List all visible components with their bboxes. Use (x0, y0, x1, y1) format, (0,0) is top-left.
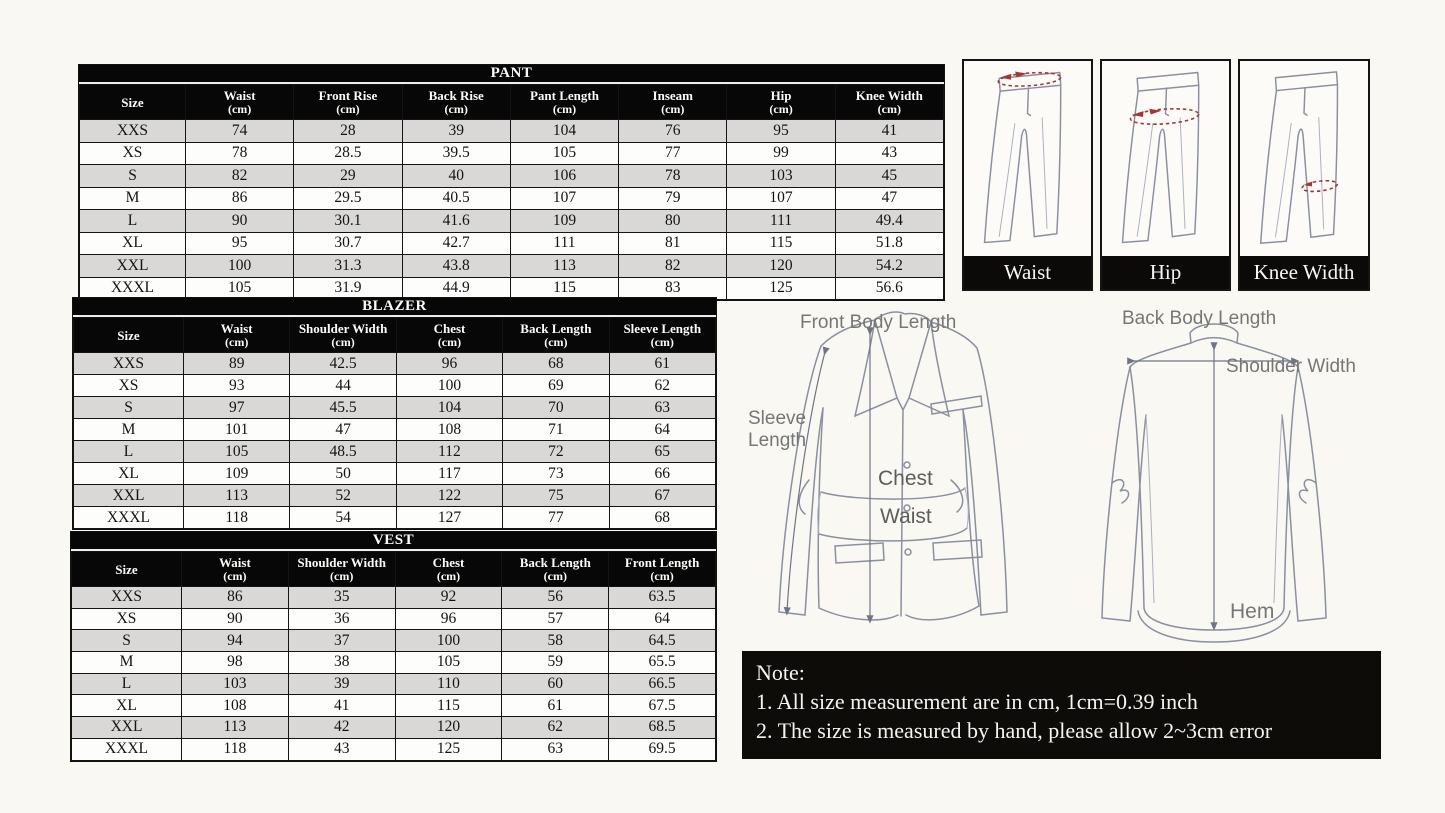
column-header-unit: (cm) (223, 569, 247, 583)
column-header-label: Hip (770, 88, 792, 103)
value-cell: 78 (186, 142, 294, 165)
size-cell: XXXL (80, 277, 186, 300)
value-cell: 31.9 (294, 277, 402, 300)
value-cell: 60 (502, 673, 609, 695)
header-row (80, 85, 944, 120)
value-cell: 100 (186, 255, 294, 278)
value-cell: 39 (402, 120, 510, 143)
value-cell: 105 (186, 277, 294, 300)
value-cell: 110 (395, 673, 502, 695)
value-cell: 125 (395, 738, 502, 760)
value-cell: 90 (186, 210, 294, 233)
value-cell: 63.5 (609, 587, 716, 609)
table-title: BLAZER (73, 298, 716, 317)
table-row (72, 652, 716, 674)
column-header-label: Chest (432, 555, 465, 570)
table-row (80, 255, 944, 278)
value-cell: 109 (510, 210, 618, 233)
value-cell: 29.5 (294, 187, 402, 210)
value-cell: 104 (510, 120, 618, 143)
hem-label: Hem (1230, 600, 1275, 623)
value-cell: 109 (184, 463, 290, 485)
table-row (80, 142, 944, 165)
table-row (80, 165, 944, 188)
column-header-unit: (cm) (336, 102, 360, 116)
value-cell: 113 (184, 485, 290, 507)
value-cell: 117 (396, 463, 502, 485)
value-cell: 100 (396, 375, 502, 397)
value-cell: 111 (510, 232, 618, 255)
table-row (80, 120, 944, 143)
value-cell: 99 (727, 142, 835, 165)
value-cell: 63 (502, 738, 609, 760)
size-cell: XL (74, 463, 184, 485)
table-row (72, 717, 716, 739)
value-cell: 80 (619, 210, 727, 233)
size-cell: XXXL (74, 507, 184, 529)
column-header-label: Size (115, 561, 138, 577)
value-cell: 95 (186, 232, 294, 255)
value-cell: 57 (502, 608, 609, 630)
column-header-label: Size (117, 327, 140, 343)
value-cell: 103 (182, 673, 289, 695)
value-cell: 47 (290, 419, 396, 441)
value-cell: 62 (502, 717, 609, 739)
size-cell: XXS (80, 120, 186, 143)
value-cell: 103 (727, 165, 835, 188)
value-cell: 67 (609, 485, 715, 507)
table-row (72, 630, 716, 652)
size-cell: XXS (72, 587, 182, 609)
value-cell: 115 (510, 277, 618, 300)
size-cell: XXXL (72, 738, 182, 760)
size-cell: S (74, 397, 184, 419)
value-cell: 66 (609, 463, 715, 485)
value-cell: 30.7 (294, 232, 402, 255)
value-cell: 79 (619, 187, 727, 210)
value-cell: 51.8 (835, 232, 943, 255)
value-cell: 115 (395, 695, 502, 717)
value-cell: 43.8 (402, 255, 510, 278)
value-cell: 108 (396, 419, 502, 441)
value-cell: 64 (609, 608, 716, 630)
value-cell: 42 (288, 717, 395, 739)
column-header-label: Shoulder Width (297, 555, 386, 570)
front-body-length-label: Front Body Length (800, 312, 957, 333)
table-row (74, 419, 716, 441)
column-header (288, 552, 395, 587)
column-header (182, 552, 289, 587)
column-header-label: Chest (433, 321, 466, 336)
value-cell: 41.6 (402, 210, 510, 233)
value-cell: 41 (288, 695, 395, 717)
table-row (72, 587, 716, 609)
value-cell: 43 (288, 738, 395, 760)
size-cell: XXL (80, 255, 186, 278)
value-cell: 100 (395, 630, 502, 652)
value-cell: 112 (396, 441, 502, 463)
blazer-size-table (72, 297, 717, 530)
table-row (74, 507, 716, 529)
size-cell: XXL (72, 717, 182, 739)
column-header-label: Waist (219, 555, 251, 570)
value-cell: 73 (503, 463, 609, 485)
value-cell: 45.5 (290, 397, 396, 419)
pant-knee-width-label: Knee Width (1240, 256, 1368, 289)
column-header (609, 318, 715, 353)
size-cell: L (72, 673, 182, 695)
value-cell: 96 (395, 608, 502, 630)
value-cell: 40.5 (402, 187, 510, 210)
column-header-label: Front Length (624, 555, 700, 570)
column-header (184, 318, 290, 353)
pant-size-table (78, 64, 945, 301)
waist-measurement-ellipse (998, 68, 1061, 87)
waist-label: Waist (880, 505, 932, 528)
note-box (742, 651, 1381, 759)
column-header-unit: (cm) (877, 102, 901, 116)
column-header-label: Pant Length (529, 88, 599, 103)
column-header (402, 85, 510, 120)
value-cell: 82 (186, 165, 294, 188)
size-cell: XL (80, 232, 186, 255)
column-header-unit: (cm) (225, 335, 249, 349)
value-cell: 52 (290, 485, 396, 507)
value-cell: 64 (609, 419, 715, 441)
column-header (510, 85, 618, 120)
table-row (80, 232, 944, 255)
value-cell: 90 (182, 608, 289, 630)
column-header-label: Back Length (519, 555, 591, 570)
value-cell: 75 (503, 485, 609, 507)
value-cell: 28 (294, 120, 402, 143)
value-cell: 111 (727, 210, 835, 233)
table-row (72, 695, 716, 717)
column-header (609, 552, 716, 587)
table-row (80, 187, 944, 210)
column-header (290, 318, 396, 353)
column-header-label: Back Length (520, 321, 592, 336)
value-cell: 66.5 (609, 673, 716, 695)
header-row (72, 552, 716, 587)
column-header-unit: (cm) (543, 569, 567, 583)
column-header (835, 85, 943, 120)
value-cell: 42.7 (402, 232, 510, 255)
table-title: PANT (79, 65, 944, 84)
column-header-unit: (cm) (436, 569, 461, 583)
pants-line-art-knee (1240, 61, 1368, 256)
value-cell: 97 (184, 397, 290, 419)
value-cell: 77 (619, 142, 727, 165)
note-line-1: 1. All size measurement are in cm, 1cm=0.39 inch (756, 689, 1198, 714)
size-cell: S (80, 165, 186, 188)
column-header-label: Knee Width (855, 88, 923, 103)
column-header (503, 318, 609, 353)
value-cell: 107 (510, 187, 618, 210)
chest-label: Chest (878, 467, 933, 490)
value-cell: 106 (510, 165, 618, 188)
value-cell: 107 (727, 187, 835, 210)
column-header-unit: (cm) (227, 102, 252, 116)
value-cell: 68.5 (609, 717, 716, 739)
column-header (80, 85, 186, 120)
column-header (396, 318, 502, 353)
value-cell: 39 (288, 673, 395, 695)
value-cell: 113 (510, 255, 618, 278)
value-cell: 41 (835, 120, 943, 143)
value-cell: 108 (182, 695, 289, 717)
hip-measurement-ellipse (1130, 105, 1199, 126)
value-cell: 68 (609, 507, 715, 529)
size-cell: S (72, 630, 182, 652)
value-cell: 71 (503, 419, 609, 441)
value-cell: 42.5 (290, 353, 396, 375)
pant-waist-card (962, 59, 1093, 291)
value-cell: 81 (619, 232, 727, 255)
column-header-unit: (cm) (544, 335, 568, 349)
column-header-unit: (cm) (650, 335, 674, 349)
value-cell: 122 (396, 485, 502, 507)
value-cell: 44.9 (402, 277, 510, 300)
note-heading: Note: (756, 660, 805, 685)
column-header-unit: (cm) (769, 102, 793, 116)
value-cell: 89 (184, 353, 290, 375)
value-cell: 63 (609, 397, 715, 419)
value-cell: 92 (395, 587, 502, 609)
column-header (72, 552, 182, 587)
value-cell: 50 (290, 463, 396, 485)
table-row (74, 441, 716, 463)
sleeve-length-line2: Length (748, 430, 807, 451)
value-cell: 61 (609, 353, 715, 375)
table-row (80, 210, 944, 233)
value-cell: 47 (835, 187, 943, 210)
pant-waist-label: Waist (964, 256, 1091, 289)
value-cell: 101 (184, 419, 290, 441)
pants-line-art-hip (1102, 61, 1229, 256)
value-cell: 76 (619, 120, 727, 143)
back-body-length-label: Back Body Length (1122, 308, 1277, 329)
size-cell: XXL (74, 485, 184, 507)
value-cell: 30.1 (294, 210, 402, 233)
pants-line-art-waist (964, 61, 1091, 256)
column-header (186, 85, 294, 120)
value-cell: 77 (503, 507, 609, 529)
value-cell: 82 (619, 255, 727, 278)
value-cell: 113 (182, 717, 289, 739)
value-cell: 105 (395, 652, 502, 674)
column-header (619, 85, 727, 120)
value-cell: 105 (184, 441, 290, 463)
size-cell: M (74, 419, 184, 441)
value-cell: 69 (503, 375, 609, 397)
vest-size-table (70, 531, 717, 762)
value-cell: 49.4 (835, 210, 943, 233)
table-row (74, 375, 716, 397)
column-header-label: Waist (220, 321, 253, 336)
size-cell: L (74, 441, 184, 463)
value-cell: 105 (510, 142, 618, 165)
value-cell: 56 (502, 587, 609, 609)
size-cell: XS (72, 608, 182, 630)
column-header (502, 552, 609, 587)
column-header-label: Back Rise (428, 88, 484, 103)
column-header (294, 85, 402, 120)
value-cell: 67.5 (609, 695, 716, 717)
column-header-label: Front Rise (318, 88, 378, 103)
table-row (72, 738, 716, 760)
value-cell: 118 (184, 507, 290, 529)
shoulder-width-label: Shoulder Width (1226, 356, 1356, 377)
value-cell: 70 (503, 397, 609, 419)
value-cell: 86 (182, 587, 289, 609)
column-header (74, 318, 184, 353)
pant-hip-card (1100, 59, 1231, 291)
size-table-grid (71, 551, 716, 761)
value-cell: 104 (396, 397, 502, 419)
table-row (72, 673, 716, 695)
value-cell: 74 (186, 120, 294, 143)
value-cell: 86 (186, 187, 294, 210)
column-header-unit: (cm) (330, 569, 354, 583)
size-cell: M (80, 187, 186, 210)
pant-hip-label: Hip (1102, 256, 1229, 289)
column-header-unit: (cm) (661, 102, 685, 116)
value-cell: 69.5 (609, 738, 716, 760)
size-cell: XXS (74, 353, 184, 375)
table-title: VEST (71, 532, 716, 551)
value-cell: 54.2 (835, 255, 943, 278)
pant-knee-width-card (1238, 59, 1370, 291)
value-cell: 36 (288, 608, 395, 630)
size-cell: M (72, 652, 182, 674)
value-cell: 58 (502, 630, 609, 652)
value-cell: 127 (396, 507, 502, 529)
size-cell: XL (72, 695, 182, 717)
value-cell: 28.5 (294, 142, 402, 165)
table-row (74, 353, 716, 375)
sleeve-length-line1: Sleeve (748, 408, 807, 429)
value-cell: 115 (727, 232, 835, 255)
size-cell: XS (80, 142, 186, 165)
size-table-grid (79, 84, 944, 300)
value-cell: 56.6 (835, 277, 943, 300)
value-cell: 120 (395, 717, 502, 739)
value-cell: 31.3 (294, 255, 402, 278)
value-cell: 29 (294, 165, 402, 188)
column-header-unit: (cm) (444, 102, 468, 116)
table-row (74, 485, 716, 507)
column-header (727, 85, 835, 120)
value-cell: 68 (503, 353, 609, 375)
value-cell: 62 (609, 375, 715, 397)
column-header-label: Shoulder Width (298, 321, 388, 336)
value-cell: 43 (835, 142, 943, 165)
size-table-grid (73, 317, 716, 529)
value-cell: 125 (727, 277, 835, 300)
value-cell: 44 (290, 375, 396, 397)
value-cell: 96 (396, 353, 502, 375)
column-header-label: Size (121, 94, 144, 110)
value-cell: 64.5 (609, 630, 716, 652)
table-row (72, 608, 716, 630)
note-line-2: 2. The size is measured by hand, please allow 2~3cm error (756, 718, 1273, 743)
column-header (395, 552, 502, 587)
value-cell: 40 (402, 165, 510, 188)
header-row (74, 318, 716, 353)
value-cell: 45 (835, 165, 943, 188)
column-header-label: Waist (223, 88, 256, 103)
value-cell: 54 (290, 507, 396, 529)
table-row (74, 463, 716, 485)
column-header-unit: (cm) (552, 102, 577, 116)
column-header-label: Inseam (652, 88, 693, 103)
value-cell: 38 (288, 652, 395, 674)
value-cell: 98 (182, 652, 289, 674)
size-cell: XS (74, 375, 184, 397)
value-cell: 93 (184, 375, 290, 397)
value-cell: 118 (182, 738, 289, 760)
value-cell: 95 (727, 120, 835, 143)
column-header-unit: (cm) (331, 335, 355, 349)
sleeve-length-label (748, 408, 806, 452)
value-cell: 61 (502, 695, 609, 717)
value-cell: 94 (182, 630, 289, 652)
value-cell: 48.5 (290, 441, 396, 463)
value-cell: 83 (619, 277, 727, 300)
column-header-unit: (cm) (437, 335, 462, 349)
value-cell: 120 (727, 255, 835, 278)
value-cell: 65.5 (609, 652, 716, 674)
table-row (74, 397, 716, 419)
value-cell: 65 (609, 441, 715, 463)
value-cell: 39.5 (402, 142, 510, 165)
value-cell: 59 (502, 652, 609, 674)
value-cell: 35 (288, 587, 395, 609)
value-cell: 78 (619, 165, 727, 188)
size-cell: L (80, 210, 186, 233)
value-cell: 72 (503, 441, 609, 463)
value-cell: 37 (288, 630, 395, 652)
column-header-label: Sleeve Length (623, 321, 702, 336)
column-header-unit: (cm) (650, 569, 674, 583)
